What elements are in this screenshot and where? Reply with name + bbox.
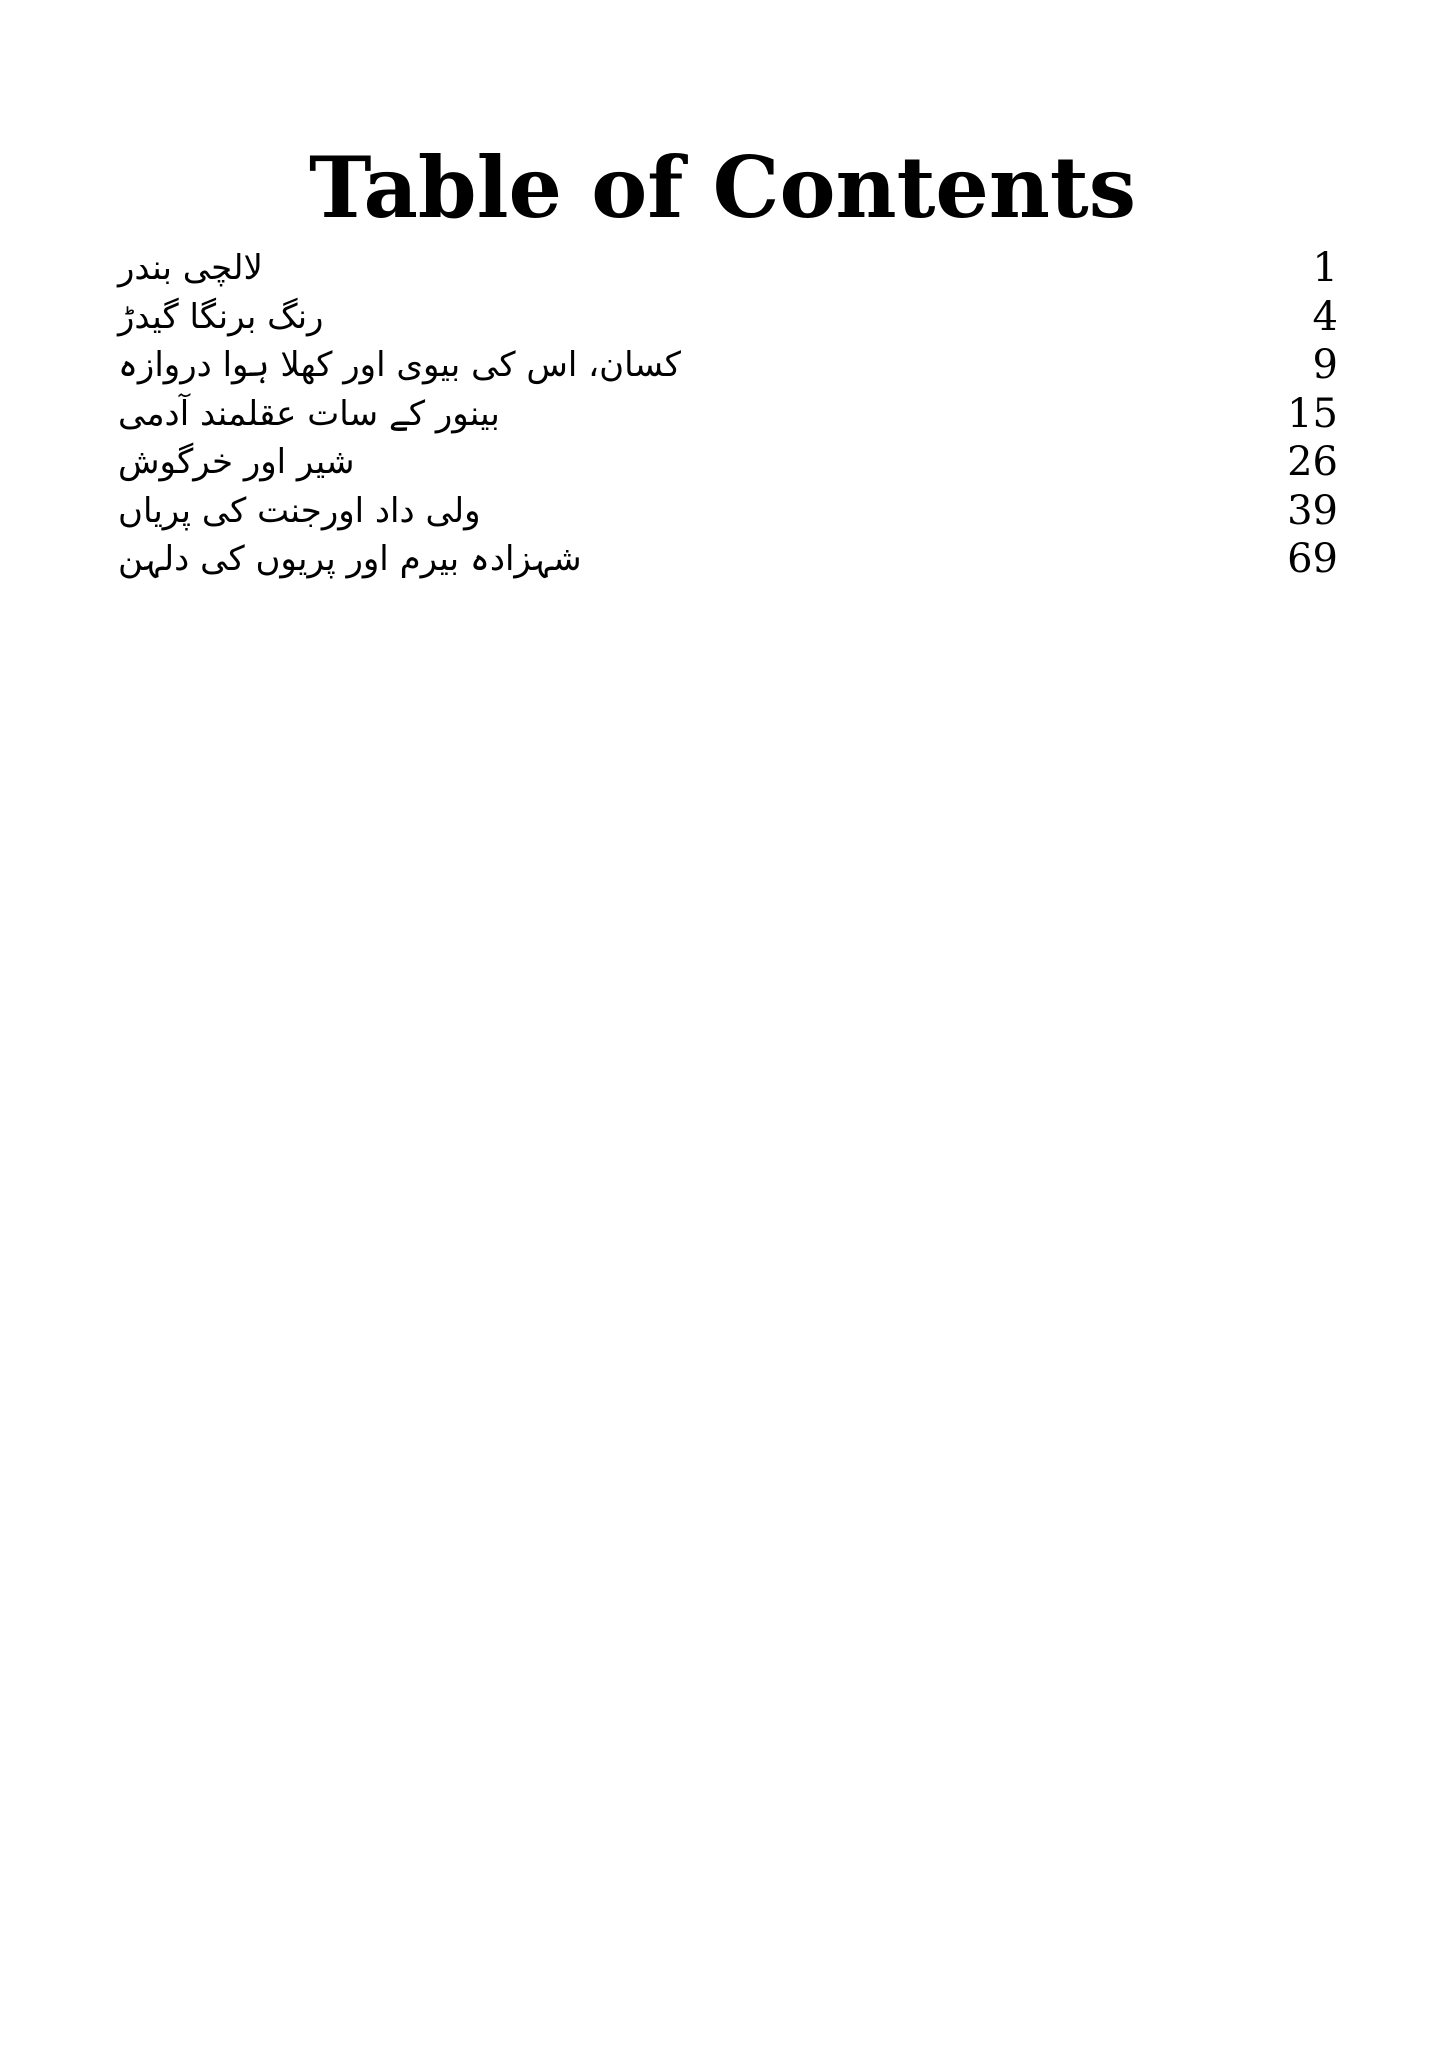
page-title: Table of Contents xyxy=(309,138,1136,237)
toc-entry xyxy=(118,535,1338,584)
toc-entry-page-number: 26 xyxy=(1287,439,1338,485)
toc-entry xyxy=(118,390,1338,439)
toc-entry-title: کسان، اس کی بیوی اور کھلا ہوا دروازہ xyxy=(118,345,681,385)
toc-entry-page-number: 15 xyxy=(1287,390,1338,437)
toc-entry-page-number: 4 xyxy=(1312,293,1338,340)
toc-entry xyxy=(118,487,1338,536)
toc-entry-page-number: 9 xyxy=(1312,342,1338,388)
toc-entry-title: ولی داد اورجنت کی پریاں xyxy=(118,490,481,531)
toc-entry xyxy=(118,293,1338,342)
toc-entry xyxy=(118,244,1338,293)
toc-entry-title: لالچی بندر xyxy=(118,248,263,288)
toc-entry xyxy=(118,341,1338,390)
toc-entry xyxy=(118,438,1338,487)
toc-list xyxy=(118,244,1338,584)
toc-entry-page-number: 69 xyxy=(1287,536,1338,582)
toc-entry-title: رنگ برنگا گیدڑ xyxy=(118,296,324,337)
toc-entry-title: شیر اور خرگوش xyxy=(118,442,355,482)
toc-entry-page-number: 1 xyxy=(1312,245,1338,291)
toc-entry-page-number: 39 xyxy=(1287,487,1338,534)
toc-entry-title: شہزادہ بیرم اور پریوں کی دلہن xyxy=(118,539,582,579)
toc-entry-title: بینور کے سات عقلمند آدمی xyxy=(118,393,500,434)
